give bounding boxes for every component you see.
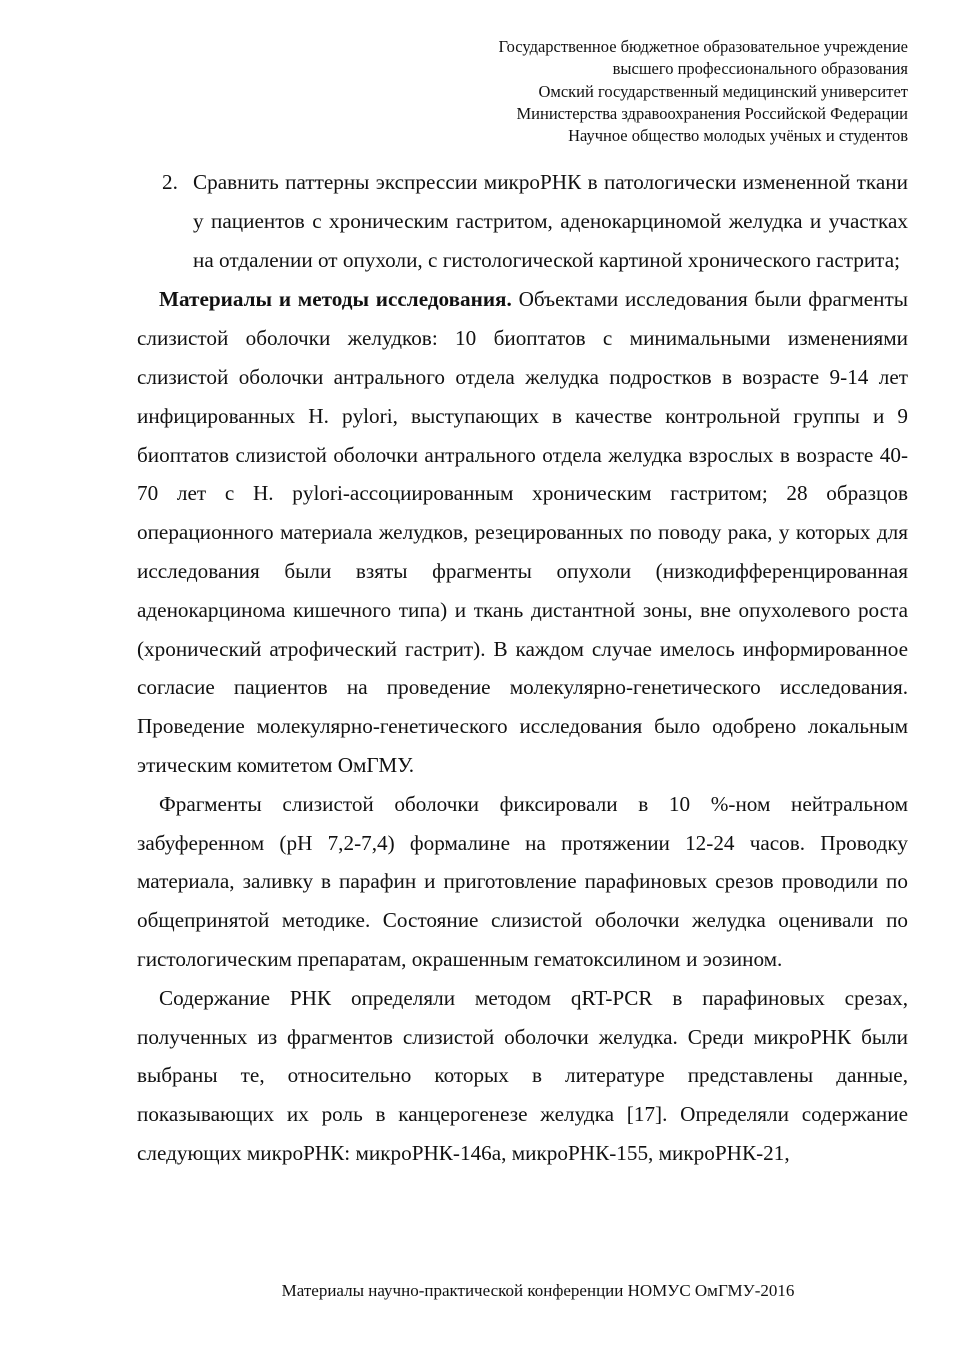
materials-heading: Материалы и методы исследования. [159, 287, 512, 312]
page-footer: Материалы научно-практической конференции НОМУС ОмГМУ-2016 [281, 1281, 795, 1300]
fixation-paragraph: Фрагменты слизистой оболочки фиксировали в 10 %-ном нейтральном забуференном (pH 7,2-7,4) формалине на протяжении 12-24 часов. Проводку материала, заливку в парафин и приготовление парафиновых срезов проводили по общепринятой методике. Состояние слизистой оболочки желудка оценивали по гистологическим препаратам, окрашенным гематоксилином и эозином. [137, 791, 908, 971]
rna-paragraph: Содержание РНК определяли методом qRT-PCR в парафиновых срезах, полученных из фрагментов слизистой оболочки желудка. Среди микроРНК были выбраны те, относительно которых в литературе представлены данные, показывающих их роль в канцерогенезе желудка [17]. Определяли содержание следующих микроРНК: микроРНК-146а, микроРНК-155, микроРНК-21, [137, 985, 908, 1165]
materials-text: Объектами исследования были фрагменты слизистой оболочки желудков: 10 биоптатов с минимальными изменениями слизистой оболочки антрального отдела желудка подростков в возрасте 9-14 лет инфицированных H. pylori, выступающих в качестве контрольной группы и 9 биоптатов слизистой оболочки антрального отдела желудка взрослых в возрасте 40-70 лет с H. pylori-ассоциированным хроническим гастритом; 28 образцов операционного материала желудков, резецированных по поводу рака, у которых для исследования были взяты фрагменты опухоли (низкодифференцированная аденокарцинома кишечного типа) и ткань дистантной зоны, вне опухолевого роста (хронический атрофический гастрит). В каждом случае имелось информированное согласие пациентов на проведение молекулярно-генетического исследования. Проведение молекулярно-генетического исследования было одобрено локальным этическим комитетом ОмГМУ. [137, 287, 908, 777]
header-line: высшего профессионального образования [612, 59, 908, 79]
list-item [162, 163, 908, 279]
materials-paragraph [137, 280, 908, 784]
list-item-number: 2. [162, 170, 178, 194]
document-body [137, 163, 908, 1173]
list-item-text: Сравнить паттерны экспрессии микроРНК в патологически измененной ткани у пациентов с хроническим гастритом, аденокарциномой желудка и участках на отдалении от опухоли, с гистологической картиной хронического гастрита; [193, 170, 908, 272]
header-line: Омский государственный медицинский университет [538, 81, 908, 101]
header-line: Министерства здравоохранения Российской Федерации [516, 103, 908, 123]
header-line: Научное общество молодых учёных и студентов [568, 126, 908, 146]
institution-header [268, 36, 908, 147]
header-line: Государственное бюджетное образовательное учреждение [498, 37, 908, 56]
